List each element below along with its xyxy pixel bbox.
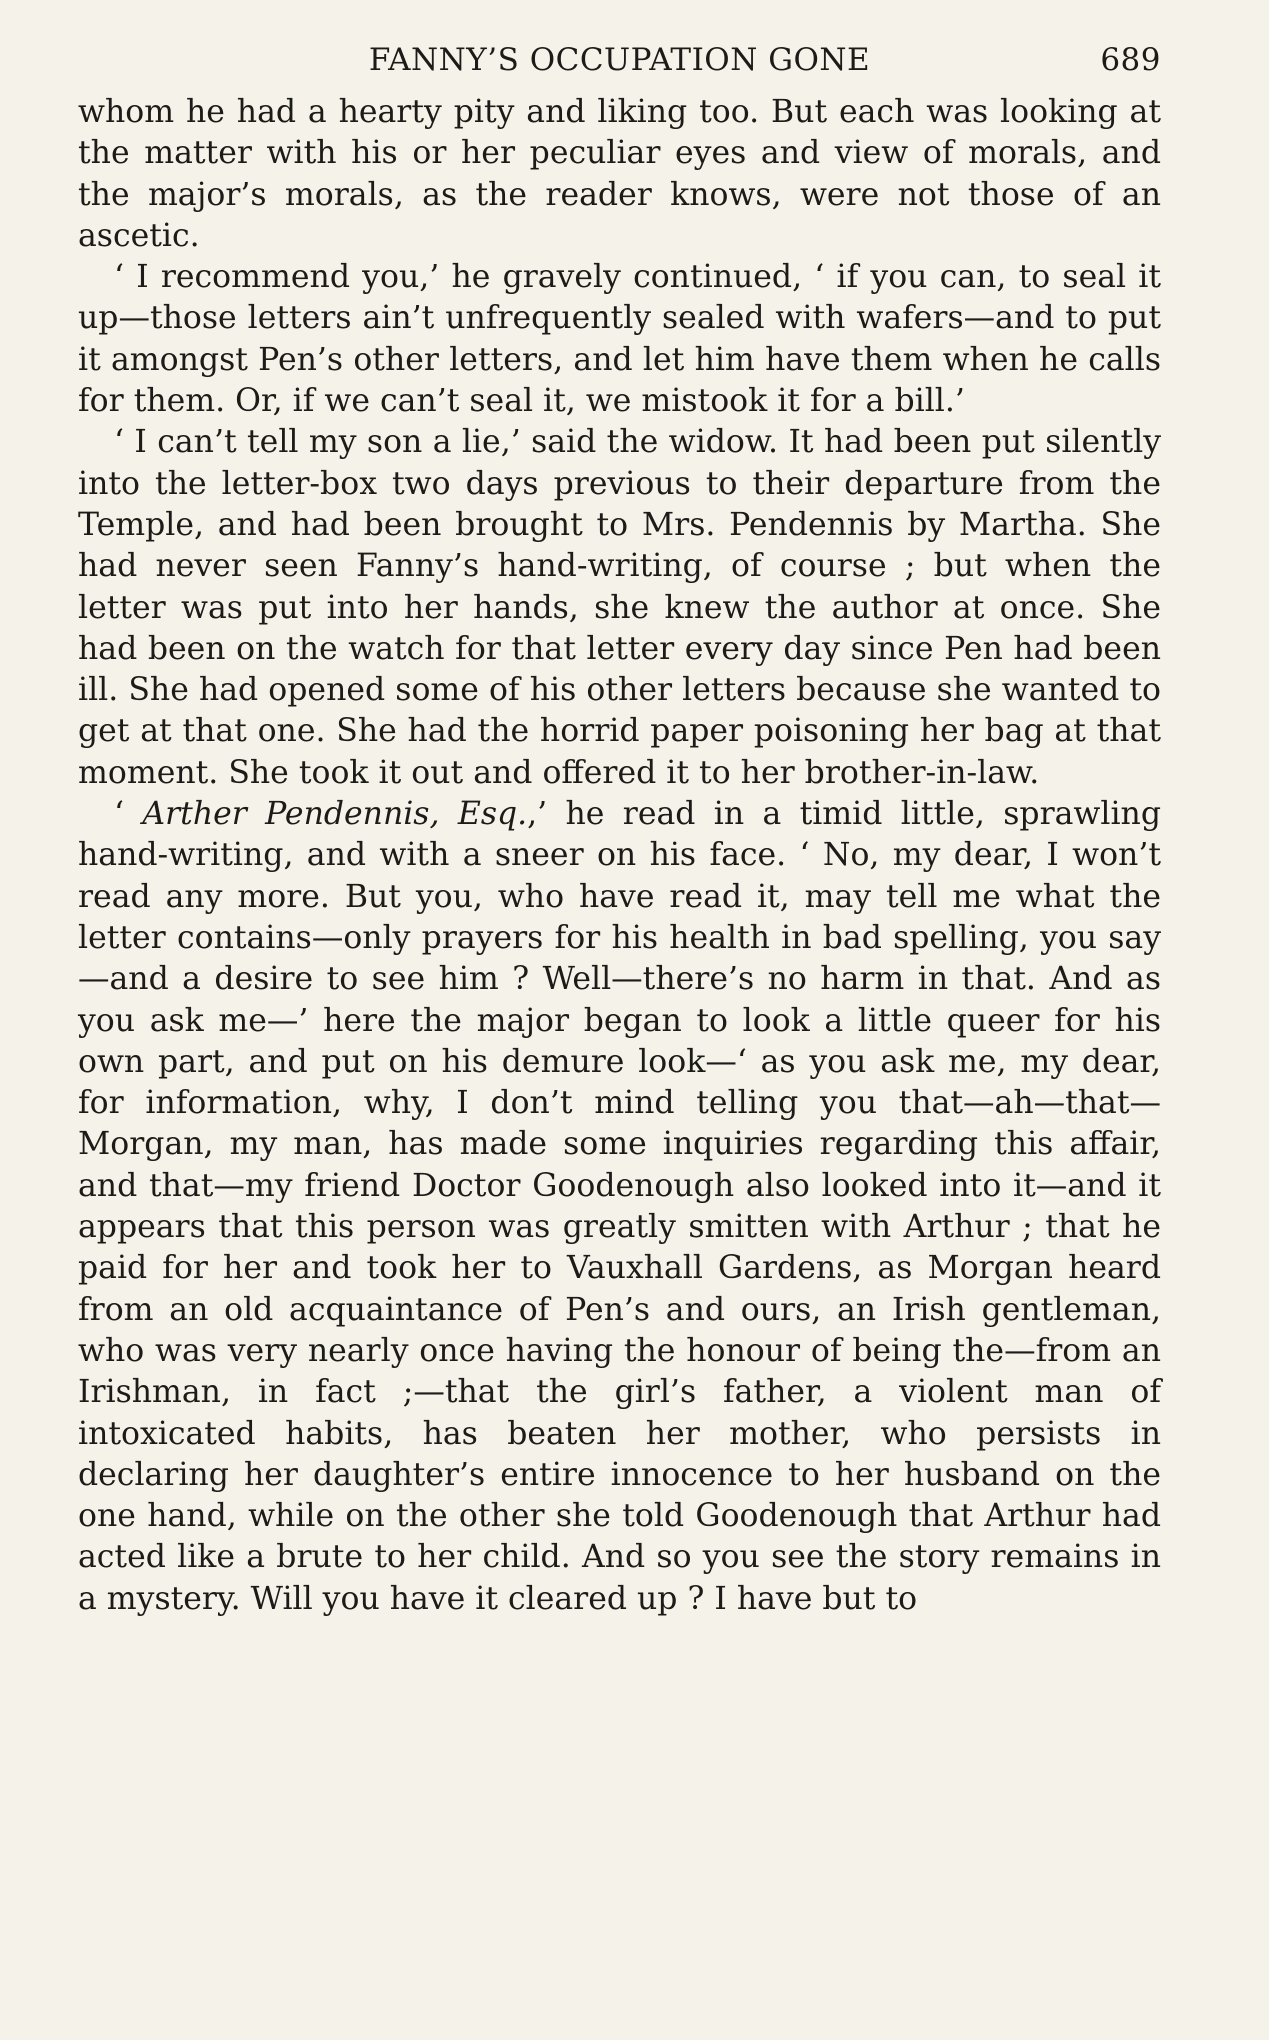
paragraph-4 — [78, 794, 1161, 1620]
paragraph-2: ‘ I recommend you,’ he gravely continued, ‘ if you can, to seal it up—those letters ain’t unfrequently sealed with wafers—and to put it amongst Pen’s other letters, and let him have them when he calls for them. Or, if we can’t seal it, we mistook it for a bill.’ — [78, 259, 1161, 420]
paragraph-3: ‘ I can’t tell my son a lie,’ said the widow. It had been put silently into the letter-box two days previous to their departure from the Temple, and had been brought to Mrs. Pendennis by Martha. She had never seen Fanny’s hand-writing, of course ; but when the letter was put into her hands, she knew the author at once. She had been on the watch for that letter every day since Pen had been ill. She had opened some of his other letters because she wanted to get at that one. She had the horrid paper poisoning her bag at that moment. She took it out and offered it to her brother-in-law. — [78, 424, 1161, 791]
chapter-title: FANNY’S OCCUPATION GONE — [368, 42, 871, 78]
page-number: 689 — [1100, 42, 1161, 78]
body-text — [78, 92, 1161, 1620]
running-header — [78, 38, 1161, 90]
paragraph-4-text: ,’ he read in a timid little, sprawling hand-writing, and with a sneer on his face. ‘ No, my dear, I won’t read any more. But you, who have read it, may tell me what the letter contains—only prayers for his health in bad spelling, you say—and a desire to see him ? Well—there’s no harm in that. And as you ask me—’ here the major began to look a little queer for his own part, and put on his demure look—‘ as you ask me, my dear, for information, why, I don’t mind telling you that—ah—that—Morgan, my man, has made some inquiries regarding this affair, and that—my friend Doctor Goodenough also looked into it—and it appears that this person was greatly smitten with Arthur ; that he paid for her and took her to Vauxhall Gardens, as Morgan heard from an old acquaintance of Pen’s and ours, an Irish gentleman, who was very nearly once having the honour of being the—from an Irishman, in fact ;—that the girl’s father, a violent man of intoxicated habits, has beaten her mother, who persists in declaring her daughter’s entire innocence to her husband on the one hand, while on the other she told Goodenough that Arthur had acted like a brute to her child. And so you see the story remains in a mystery. Will you have it cleared up ? I have but to — [78, 796, 1161, 1617]
paragraph-1: whom he had a hearty pity and liking too. But each was looking at the matter with his or her peculiar eyes and view of morals, and the major’s morals, as the reader knows, were not those of an ascetic. — [78, 94, 1161, 254]
quote-open: ‘ — [114, 796, 143, 833]
letter-address: Arther Pendennis, Esq. — [142, 796, 528, 833]
book-page — [78, 38, 1161, 1620]
